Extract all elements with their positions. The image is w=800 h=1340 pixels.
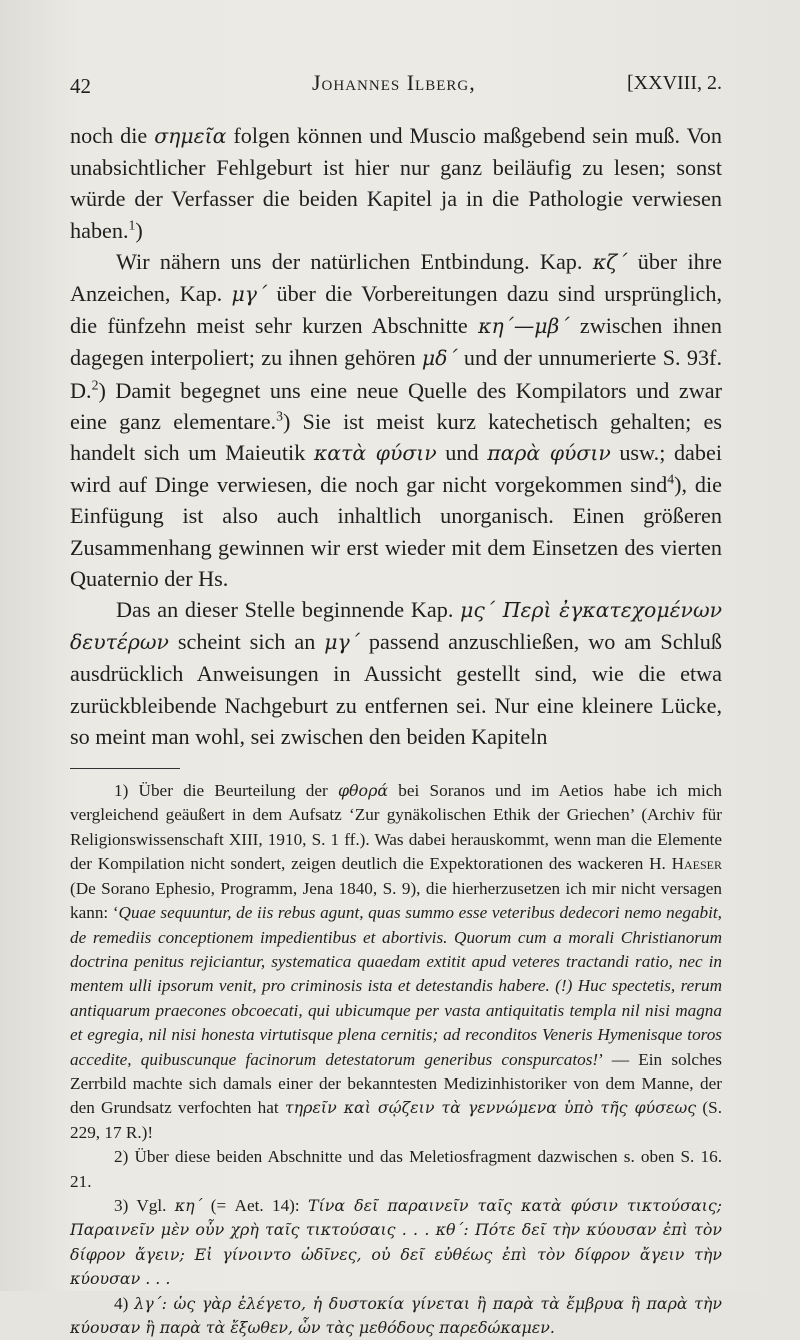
footnote-1	[70, 779, 722, 1145]
running-reference: [XXVIII, 2.	[627, 72, 722, 94]
greek-quotation: λγ΄: ὡς γὰρ ἐλέγετο, ἡ δυστοκία γίνεται ἢ παρὰ τὰ ἔμβρυα ἢ παρὰ τὴν κύουσαν ἢ παρὰ τὰ ἔξωθεν, ὧν τὰς μεθόδους παρεδώκαμεν.	[70, 1293, 722, 1337]
greek-term: μδ΄	[421, 346, 458, 371]
text: scheint sich an	[168, 629, 325, 655]
main-text	[70, 120, 722, 752]
text: ’ — Ein solches Zerrbild machte sich damals einer der bekanntesten Medizinhistoriker von dem Manne, der den Grundsatz verfochten hat	[70, 1049, 722, 1118]
text: ), die Einfügung ist also auch inhaltlich unorganisch. Einen größeren Zusammenhang gewinnen wir erst wieder mit dem Einsetzen des vierten Quaternio der Hs.	[70, 472, 723, 591]
greek-quotation: Τίνα δεῖ παραινεῖν ταῖς κατὰ φύσιν τικτούσαις; Παραινεῖν μὲν οὖν χρὴ ταῖς τικτούσαις . . . κθ΄: Πότε δεῖ τὴν κύουσαν ἐπὶ τὸν δίφρον ἄγειν; Εἰ γίνοιντο ὠδῖνες, οὐ δεῖ εὐθέως ἐπὶ τὸν δίφρον ἄγειν τὴν κύουσαν . . .	[70, 1195, 723, 1289]
greek-term: μγ΄	[231, 282, 268, 307]
text: zwischen ihnen dagegen interpoliert; zu ihnen gehören	[70, 313, 722, 371]
footnote-divider	[70, 768, 180, 769]
text: folgen können und Muscio maßgebend sein muß. Von unabsichtlicher Fehlgeburt ist hier nur ganz beiläufig zu lesen; sonst würde der Verfasser die beiden Kapitel ja in die Pathologie verwiesen haben.	[70, 123, 722, 243]
footnote-3	[70, 1194, 722, 1292]
text: Wir nähern uns der natürlichen Entbindung. Kap.	[116, 248, 593, 274]
text: 1) Über die Beurteilung der	[114, 781, 338, 801]
running-header	[70, 70, 722, 110]
text: über ihre Anzeichen, Kap.	[70, 248, 722, 307]
greek-term: μς΄ Περὶ ἐγκατεχομένων δευτέρων	[70, 598, 722, 655]
text: ) Sie ist meist kurz katechetisch gehalten; es handelt sich um Maieutik	[70, 408, 722, 466]
paragraph-3	[70, 594, 722, 752]
footnote-ref-1: 1	[128, 217, 136, 233]
text: noch die	[70, 123, 155, 148]
text: und der unnumerierte S. 93f. D.	[70, 345, 722, 403]
text: ) Damit begegnet uns eine neue Quelle des Kompilators und zwar eine ganz elementare.	[70, 377, 722, 434]
footnote-ref-3: 3	[276, 408, 283, 424]
running-title: Johannes Ilberg,	[312, 70, 476, 95]
text: )	[135, 217, 143, 243]
footnote-ref-4: 4	[667, 471, 675, 487]
greek-term: σημεῖα	[154, 124, 227, 148]
page-number: 42	[70, 74, 91, 98]
text: 3) Vgl.	[114, 1195, 175, 1215]
author-name: H. Haeser	[649, 854, 722, 874]
footnote-ref-2: 2	[91, 377, 99, 393]
greek-term: τηρεῖν καὶ σῴζειν τὰ γεννώμενα ὑπὸ τῆς φύσεως	[284, 1098, 697, 1118]
latin-quotation: Quae sequuntur, de iis rebus agunt, quas summo esse veteribus dedecori nemo negabit, de remediis conceptionem impedientibus et abortivis. Quorum cum a morali Christianorum doctrina penitus rejiciantur, systematica quaedam extitit apud veteres tractandi ratio, nec in mentem ulli ipsorum venit, pro criminosis ista et detestandis habere. (!) Huc spectetis, rerum antiquarum praecones obcoecati, qui ubicumque per vasta antiquitatis templa nil nisi magna et egregia, nil nisi honesta virtutisque plena cernitis; ad reconditos Veneris Hymenisque toros accedite, quibuscunque facinorum detestatorum generibus conspurcatos!	[70, 903, 722, 1069]
footnotes	[70, 779, 722, 1340]
greek-term: κη΄—μβ΄	[478, 314, 570, 339]
text: bei Soranos und im Aetios habe ich mich vergleichend geäußert in dem Aufsatz ‘Zur gynäkolischen Ethik der Griechen’ (Archiv für Religionswissenschaft XIII, 1910, S. 1 ff.). Was dabei herauskommt, wenn man die Elemente der Kompilation nicht sondert, zeigen deutlich die Expektorationen des wackeren	[70, 781, 723, 874]
paragraph-2	[70, 246, 722, 594]
text: passend anzuschließen, wo am Schluß ausdrücklich Anweisungen in Aussicht gestellt sind, wie die etwa zurückbleibende Nachgeburt zu entfernen sei. Nur eine kleinere Lücke, so meint man wohl, sei zwischen den beiden Kapiteln	[70, 629, 722, 749]
text: (De Sorano Ephesio, Programm, Jena 1840, S. 9), die hierherzusetzen ich mir nicht versagen kann: ‘	[70, 878, 722, 923]
greek-term: κη΄	[174, 1195, 203, 1215]
text: über die Vorbereitungen dazu sind ursprünglich, die fünfzehn meist sehr kurzen Abschnitte	[70, 281, 723, 339]
greek-term: φθορά	[337, 781, 389, 801]
greek-term: παρὰ φύσιν	[487, 441, 611, 466]
footnote-2: 2) Über diese beiden Abschnitte und das Meletiosfragment dazwischen s. oben S. 16. 21.	[70, 1147, 722, 1191]
greek-term: μγ΄	[324, 630, 360, 655]
footnote-4	[70, 1292, 722, 1340]
text: usw.; dabei wird auf Dinge verwiesen, die noch gar nicht vorgekommen sind	[70, 440, 722, 498]
greek-term: κζ΄	[592, 249, 628, 274]
text: 4)	[114, 1293, 135, 1313]
text: und	[436, 440, 488, 466]
text: (S. 229, 17 R.)!	[70, 1098, 722, 1142]
text: Das an dieser Stelle beginnende Kap.	[116, 597, 461, 623]
greek-term: κατὰ φύσιν	[313, 441, 437, 466]
paragraph-1	[70, 120, 722, 246]
text: (= Aet. 14):	[202, 1195, 308, 1215]
